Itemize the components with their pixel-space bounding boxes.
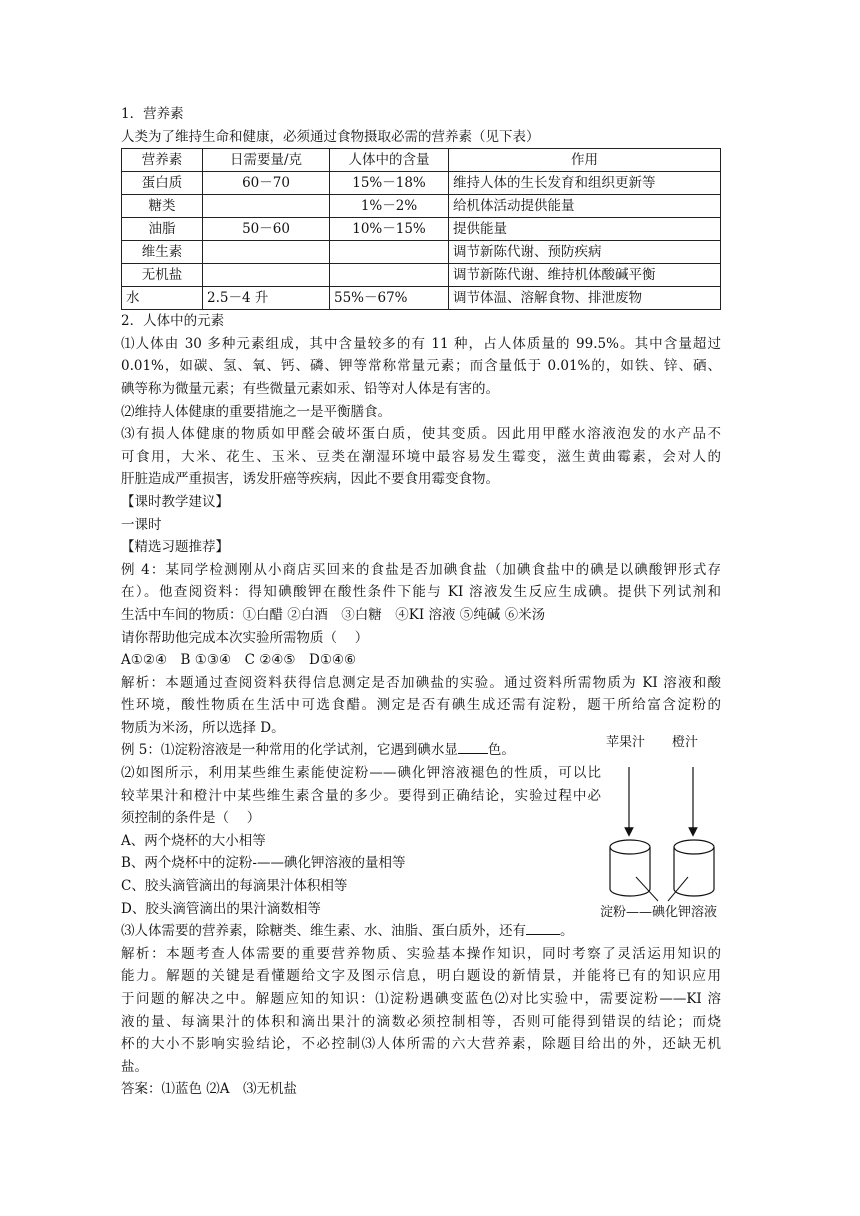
table-cell: 无机盐 bbox=[122, 264, 203, 287]
table-row bbox=[122, 195, 721, 218]
question-text: ⑶人体需要的营养素，除糖类、维生素、水、油脂、蛋白质外，还有 bbox=[121, 923, 526, 940]
example-4-line: 生活中车间的物质：①白醋 ②白酒 ③白糖 ④KI 溶液 ⑤纯碱 ⑥米汤 bbox=[121, 606, 546, 623]
analysis-line: 能力。解题的关键是看懂题给文字及图示信息，明白题设的新情景，并能将已有的知识应用 bbox=[121, 968, 721, 985]
section-2-heading: 2．人体中的元素 bbox=[121, 313, 225, 330]
table-cell: 60－70 bbox=[203, 172, 330, 195]
option-line: D、胶头滴管滴出的果汁滴数相等 bbox=[121, 900, 321, 917]
table-cell: 给机体活动提供能量 bbox=[449, 195, 721, 218]
beaker-drawing bbox=[606, 739, 771, 919]
paragraph-line: ⑵维持人体健康的重要措施之一是平衡膳食。 bbox=[121, 403, 391, 420]
table-cell: 油脂 bbox=[122, 218, 203, 241]
question-text: 例 5：⑴淀粉溶液是一种常用的化学试剂，它遇到碘水显 bbox=[121, 742, 458, 759]
table-cell bbox=[203, 241, 330, 264]
analysis-line: 液的量、每滴果汁的体积和滴出果汁的滴数必须控制相等，否则可能得到错误的结论；而烧 bbox=[121, 1013, 721, 1030]
paragraph-line: 碘等称为微量元素；有些微量元素如汞、铅等对人体是有害的。 bbox=[121, 380, 499, 397]
section-1-heading: 1．营养素 bbox=[121, 106, 184, 122]
beaker-icon bbox=[610, 840, 650, 896]
document-page bbox=[121, 103, 721, 1101]
pointer-line bbox=[668, 877, 688, 901]
pointer-line bbox=[636, 877, 658, 901]
table-cell: 50－60 bbox=[203, 218, 330, 241]
example-5-question-1 bbox=[121, 739, 601, 762]
table-row bbox=[122, 241, 721, 264]
table-cell: 维持人体的生长发育和组织更新等 bbox=[449, 172, 721, 195]
paragraph-line: ⑶有损人体健康的物质如甲醛会破坏蛋白质，使其变质。因此用甲醛水溶液泡发的水产品不 bbox=[121, 426, 721, 443]
teaching-heading: 【课时教学建议】 bbox=[121, 493, 229, 510]
option-line: C、胶头滴管滴出的每滴果汁体积相等 bbox=[121, 878, 348, 895]
answer-line: 答案：⑴蓝色 ⑵A ⑶无机盐 bbox=[121, 1081, 298, 1098]
table-cell bbox=[330, 241, 449, 264]
option-line: A、两个烧杯的大小相等 bbox=[121, 832, 266, 849]
table-cell: 15%－18% bbox=[330, 172, 449, 195]
example-4-line: 请你帮助他完成本次实验所需物质（ ） bbox=[121, 629, 369, 646]
table-row bbox=[122, 218, 721, 241]
table-cell: 调节体温、溶解食物、排泄废物 bbox=[449, 287, 721, 310]
paragraph-line: 肝脏造成严重损害，诱发肝癌等疾病，因此不要食用霉变食物。 bbox=[121, 471, 499, 488]
paragraph-line: ⑴人体由 30 多种元素组成，其中含量较多的有 11 种，占人体质量的 99.5%。其中含量超过 bbox=[121, 335, 721, 352]
section-1-intro: 人类为了维持生命和健康，必须通过食物摄取必需的营养素（见下表） bbox=[121, 128, 540, 145]
example-5-question-2: 须控制的条件是（ ） bbox=[121, 810, 261, 827]
table-cell: 调节新陈代谢、预防疾病 bbox=[449, 241, 721, 264]
table-cell: 55%－67% bbox=[330, 287, 449, 310]
solution-label: 淀粉——碘化钾溶液 bbox=[600, 905, 718, 921]
table-header-cell: 营养素 bbox=[122, 149, 203, 172]
analysis-line: 解析：本题通过查阅资料获得信息测定是否加碘盐的实验。通过资料所需物质为 KI 溶液和酸 bbox=[121, 674, 721, 691]
beaker-figure bbox=[600, 735, 771, 921]
question-text: 色。 bbox=[487, 742, 515, 759]
table-cell: 蛋白质 bbox=[122, 172, 203, 195]
table-cell: 1%－2% bbox=[330, 195, 449, 218]
paragraph-line: 0.01%，如碳、氢、氧、钙、磷、钾等常称常量元素；而含量低于 0.01%的，如铁、锌、硒、 bbox=[121, 358, 721, 375]
example-5 bbox=[121, 735, 721, 921]
table-cell: 水 bbox=[122, 287, 203, 310]
answer-blank bbox=[526, 920, 560, 935]
table-cell: 糖类 bbox=[122, 195, 203, 218]
table-cell bbox=[203, 264, 330, 287]
example-4-options: A①②④ B ①③④ C ②④⑤ D①④⑥ bbox=[121, 652, 357, 669]
example-4-line: 在）。他查阅资料：得知碘酸钾在酸性条件下能与 KI 溶液发生反应生成碘。提供下列试剂和 bbox=[121, 584, 721, 601]
exercises-heading: 【精选习题推荐】 bbox=[121, 539, 229, 556]
teaching-text: 一课时 bbox=[121, 516, 162, 533]
apple-juice-label: 苹果汁 bbox=[606, 735, 646, 751]
table-header-cell: 日需要量/克 bbox=[203, 149, 330, 172]
table-cell: 维生素 bbox=[122, 241, 203, 264]
example-4-line: 例 4：某同学检测刚从小商店买回来的食盐是否加碘食盐（加碘食盐中的碘是以碘酸钾形式存 bbox=[121, 561, 721, 578]
orange-juice-label: 橙汁 bbox=[672, 735, 699, 751]
table-cell: 10%－15% bbox=[330, 218, 449, 241]
paragraph-line: 可食用，大米、花生、玉米、豆类在潮湿环境中最容易发生霉变，滋生黄曲霉素，会对人的 bbox=[121, 448, 721, 465]
table-cell: 提供能量 bbox=[449, 218, 721, 241]
analysis-line: 盐。 bbox=[121, 1058, 148, 1075]
beaker-icon bbox=[674, 840, 714, 896]
table-cell: 2.5－4 升 bbox=[203, 287, 330, 310]
table-row bbox=[122, 287, 721, 310]
question-text: 。 bbox=[560, 923, 574, 940]
table-header-cell: 人体中的含量 bbox=[330, 149, 449, 172]
analysis-line: 性环境，酸性物质在生活中可选食醋。测定是否有碘生成还需有淀粉，题干所给富含淀粉的 bbox=[121, 697, 721, 714]
analysis-line: 杯的大小不影响实验结论，不必控制⑶人体所需的六大营养素，除题目给出的外，还缺无机 bbox=[121, 1036, 721, 1053]
table-row bbox=[122, 264, 721, 287]
analysis-line: 于问题的解决之中。解题应知的知识：⑴淀粉遇碘变蓝色⑵对比实验中，需要淀粉——KI 溶 bbox=[121, 991, 721, 1007]
example-5-text bbox=[121, 739, 601, 920]
table-cell bbox=[330, 264, 449, 287]
table-cell: 调节新陈代谢、维持机体酸碱平衡 bbox=[449, 264, 721, 287]
table-cell bbox=[203, 195, 330, 218]
answer-blank bbox=[458, 739, 488, 754]
analysis-line: 物质为米汤，所以选择 D。 bbox=[121, 719, 285, 736]
table-header-row bbox=[122, 149, 721, 172]
nutrient-table bbox=[121, 148, 721, 310]
option-line: B、两个烧杯中的淀粉-——碘化钾溶液的量相等 bbox=[121, 855, 406, 872]
example-5-question-3 bbox=[121, 920, 721, 943]
analysis-line: 解析：本题考查人体需要的重要营养物质、实验基本操作知识，同时考察了灵活运用知识的 bbox=[121, 945, 721, 962]
table-row bbox=[122, 172, 721, 195]
table-header-cell: 作用 bbox=[449, 149, 721, 172]
example-5-question-2: 较苹果汁和橙汁中某些维生素含量的多少。要得到正确结论，实验过程中必 bbox=[121, 787, 601, 804]
example-5-question-2: ⑵如图所示，利用某些维生素能使淀粉——碘化钾溶液褪色的性质，可以比 bbox=[121, 765, 601, 782]
